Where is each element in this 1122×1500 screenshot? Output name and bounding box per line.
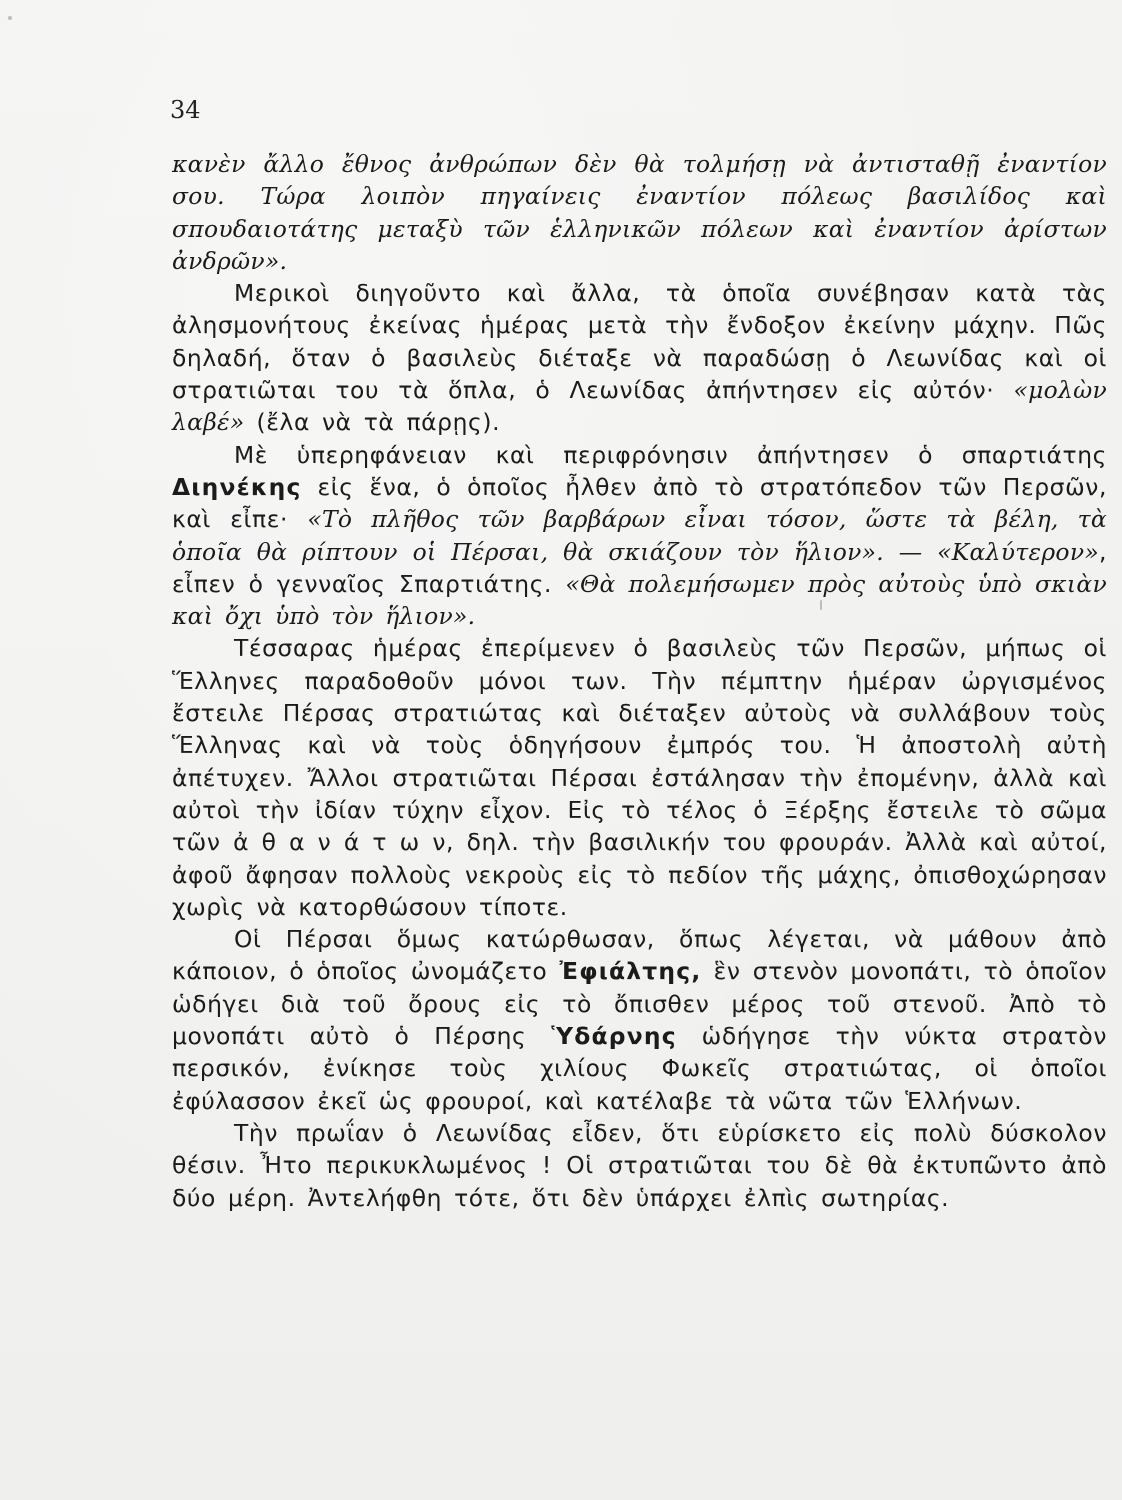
- page-number: 34: [170, 96, 201, 124]
- paragraph-3: [172, 439, 1107, 633]
- text-run: Μερικοὶ διηγοῦντο καὶ ἄλλα, τὰ ὁποῖα συνέβησαν κατὰ τὰς ἀλησμονήτους ἐκείνας ἡμέρας μετὰ τὴν ἔνδοξον ἐκείνην μάχην. Πῶς δηλαδή, ὅταν ὁ βασιλεὺς διέταξε νὰ παραδώσῃ ὁ Λεωνίδας καὶ οἱ στρατιῶται του τὰ ὅπλα, ὁ Λεωνίδας ἀπήντησεν εἰς αὐτόν·: [172, 279, 1107, 405]
- quote-molon-labe: «μολὼν λαβέ»: [172, 376, 1107, 437]
- paragraph-4: [172, 632, 1107, 923]
- quote-text: «Τὸ πλῆθος τῶν βαρβάρων εἶναι τόσον, ὥστε τὰ βέλη, τὰ ὁποῖα θὰ ρίπτουν οἱ Πέρσαι, θὰ σκιάζουν τὸν ἥλιον». — «Καλύτερον»: [172, 505, 1107, 566]
- text-run: Τέσσαρας ἡμέρας ἐπερίμενεν ὁ βασιλεὺς τῶν Περσῶν, μήπως οἱ Ἕλληνες παραδοθοῦν μόνοι των. Τὴν πέμπτην ἡμέραν ὠργισμένος ἔστειλε Πέρσας στρατιώτας καὶ διέταξεν αὐτοὺς νὰ συλλάβουν τοὺς Ἕλληνας καὶ νὰ τοὺς ὁδηγήσουν ἐμπρός του. Ἡ ἀποστολὴ αὐτὴ ἀπέτυχεν. Ἄλλοι στρατιῶται Πέρσαι ἐστάλησαν τὴν ἐπομένην, ἀλλὰ καὶ αὐτοὶ τὴν ἰδίαν τύχην εἶχον. Εἰς τὸ τέλος ὁ Ξέρξης ἔστειλε τὸ σῶμα τῶν ἀ θ α ν ά τ ω ν, δηλ. τὴν βασιλικήν του φρουράν. Ἀλλὰ καὶ αὐτοί, ἀφοῦ ἄφησαν πολλοὺς νεκροὺς εἰς τὸ πεδίον τῆς μάχης, ὀπισθοχώρησαν χωρὶς νὰ κατορθώσουν τίποτε.: [172, 634, 1107, 921]
- text-run: ὡδήγησε τὴν νύκτα στρατὸν περσικόν, ἐνίκησε τοὺς χιλίους Φωκεῖς στρατιώτας, οἱ ὁποῖοι ἐφύλασσον ἐκεῖ ὡς φρουροί, καὶ κατέλαβε τὰ νῶτα τῶν Ἑλλήνων.: [172, 1022, 1107, 1115]
- paragraph-2: [172, 277, 1107, 438]
- name-dienekes: Διηνέκης: [172, 472, 302, 501]
- text-run: (ἔλα νὰ τὰ πάρῃς).: [244, 408, 501, 437]
- paragraph-5: [172, 923, 1107, 1117]
- name-ephialtes: Ἐφιάλτης,: [559, 957, 702, 986]
- paper-speck: [8, 16, 12, 20]
- text-run: , εἶπεν ὁ γενναῖος Σπαρτιάτης.: [172, 537, 1107, 598]
- text-run: Οἱ Πέρσαι ὅμως κατώρθωσαν, ὅπως λέγεται, νὰ μάθουν ἀπὸ κάποιον, ὁ ὁποῖος ὠνομάζετο: [172, 925, 1107, 986]
- paragraph-6: [172, 1117, 1107, 1214]
- quote-text: «Θὰ πολεμήσωμεν πρὸς αὐτοὺς ὑπὸ σκιὰν καὶ ὄχι ὑπὸ τὸν ἥλιον».: [172, 569, 1107, 631]
- text-run: Τὴν πρωΐαν ὁ Λεωνίδας εἶδεν, ὅτι εὑρίσκετο εἰς πολὺ δύσκολον θέσιν. Ἦτο περικυκλωμένος ! Οἱ στρατιῶται του δὲ θὰ ἐκτυπῶντο ἀπὸ δύο μέρη. Ἀντελήφθη τότε, ὅτι δὲν ὑπάρχει ἐλπὶς σωτηρίας.: [172, 1118, 1107, 1212]
- body-text: [172, 148, 1107, 1214]
- text-run: ἓν στενὸν μονοπάτι, τὸ ὁποῖον ὡδήγει διὰ τοῦ ὄρους εἰς τὸ ὄπισθεν μέρος τοῦ στενοῦ. Ἀπὸ τὸ μονοπάτι αὐτὸ ὁ Πέρσης: [172, 957, 1107, 1051]
- text-run: Μὲ ὑπερηφάνειαν καὶ περιφρόνησιν ἀπήντησεν ὁ σπαρτιάτης: [234, 440, 1107, 469]
- name-hydarnes: Ὑδάρνης: [551, 1022, 677, 1051]
- text-run: εἰς ἕνα, ὁ ὁποῖος ἦλθεν ἀπὸ τὸ στρατόπεδον τῶν Περσῶν, καὶ εἶπε·: [172, 472, 1107, 534]
- paper-speck: [820, 600, 822, 610]
- quote-text: κανὲν ἄλλο ἔθνος ἀνθρώπων δὲν θὰ τολμήσῃ νὰ ἀντισταθῇ ἐναντίον σου. Τώρα λοιπὸν πηγαίνεις ἐναντίον πόλεως βασιλίδος καὶ σπουδαιοτάτης μεταξὺ τῶν ἑλληνικῶν πόλεων καὶ ἐναντίον ἀρίστων ἀνδρῶν».: [172, 150, 1107, 275]
- paragraph-1: [172, 148, 1107, 277]
